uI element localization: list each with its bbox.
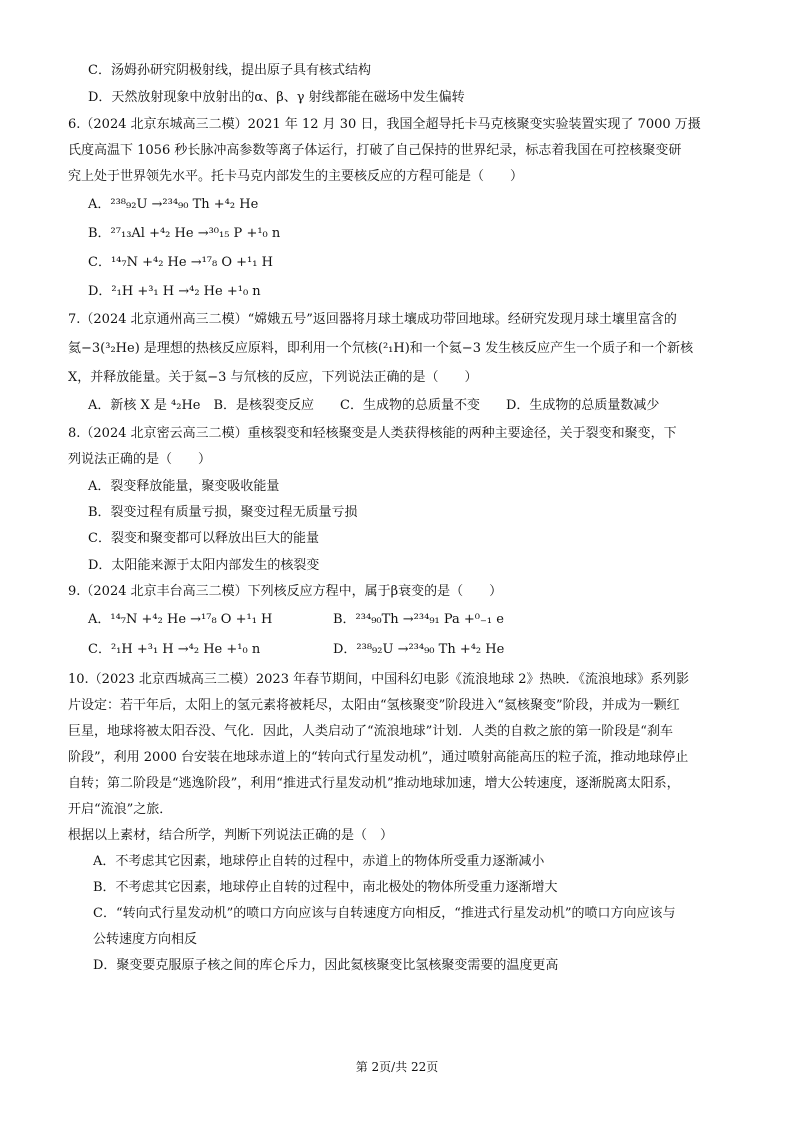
q9-stem: 9.（2024 北京丰台高三二模）下列核反应方程中，属于β衰变的是（ ） bbox=[68, 584, 503, 599]
q10-question: 根据以上素材，结合所学，判断下列说法正确的是（ ） bbox=[68, 828, 394, 843]
q6-stem-line-1: 6.（2024 北京东城高三二模）2021 年 12 月 30 日，我国全超导托卡马克核聚变实验装置实现了 7000 万摄 bbox=[68, 117, 701, 132]
q10-stem-line-4: 阶段”，利用 2000 台安装在地球赤道上的“转向式行星发动机”，通过喷射高能高压的粒子流，推动地球停止 bbox=[68, 750, 689, 765]
q8-option-c: C．裂变和聚变都可以释放出巨大的能量 bbox=[88, 531, 319, 546]
q10-stem-line-2: 片设定：若干年后，太阳上的氢元素将被耗尽，太阳由“氢核聚变”阶段进入“氦核聚变”阶段，并成为一颗红 bbox=[68, 698, 680, 713]
q8-stem-line-2: 列说法正确的是（ ） bbox=[68, 452, 212, 467]
q7-stem-line-3: X，并释放能量。关于氦−3 与氘核的反应，下列说法正确的是（ ） bbox=[68, 370, 478, 385]
q6-option-d: D．²₁H +³₁ H →⁴₂ He +¹₀ n bbox=[88, 284, 261, 299]
q6-option-b: B．²⁷₁₃Al +⁴₂ He →³⁰₁₅ P +¹₀ n bbox=[88, 226, 281, 241]
page-number-footer: 第 2页/共 22页 bbox=[355, 1060, 439, 1074]
q9-option-a: A．¹⁴₇N +⁴₂ He →¹⁷₈ O +¹₁ H bbox=[88, 612, 273, 627]
q10-option-c-line-2: 公转速度方向相反 bbox=[93, 932, 198, 947]
q10-option-a: A．不考虑其它因素，地球停止自转的过程中，赤道上的物体所受重力逐渐减小 bbox=[93, 854, 545, 869]
q8-option-a: A．裂变释放能量，聚变吸收能量 bbox=[88, 479, 280, 494]
q10-stem-line-1: 10.（2023 北京西城高三二模）2023 年春节期间，中国科幻电影《流浪地球 2》热映．《流浪地球》系列影 bbox=[68, 672, 690, 687]
q8-option-b: B．裂变过程有质量亏损，聚变过程无质量亏损 bbox=[88, 505, 358, 520]
q9-option-c: C．²₁H +³₁ H →⁴₂ He +¹₀ n bbox=[88, 642, 261, 657]
q5-option-c: C．汤姆孙研究阴极射线，提出原子具有核式结构 bbox=[88, 63, 371, 78]
q10-stem-line-3: 巨星，地球将被太阳吞没、气化．因此，人类启动了“流浪地球”计划．人类的自救之旅的第一阶段是“刹车 bbox=[68, 724, 673, 739]
q10-option-b: B．不考虑其它因素，地球停止自转的过程中，南北极处的物体所受重力逐渐增大 bbox=[93, 880, 558, 895]
q9-option-b: B．²³⁴₉₀Th →²³⁴₉₁ Pa +⁰₋₁ e bbox=[333, 612, 504, 627]
q10-option-d: D．聚变要克服原子核之间的库仑斥力，因此氦核聚变比氢核聚变需要的温度更高 bbox=[93, 958, 559, 973]
q8-stem-line-1: 8.（2024 北京密云高三二模）重核裂变和轻核聚变是人类获得核能的两种主要途径，关于裂变和聚变，下 bbox=[68, 426, 677, 441]
q8-option-d: D．太阳能来源于太阳内部发生的核裂变 bbox=[88, 558, 320, 573]
q6-stem-line-3: 究上处于世界领先水平。托卡马克内部发生的主要核反应的方程可能是（ ） bbox=[68, 169, 524, 184]
q9-option-d: D．²³⁸₉₂U →²³⁴₉₀ Th +⁴₂ He bbox=[333, 642, 505, 657]
q7-options: A．新核 X 是 ⁴₂He B．是核裂变反应 C．生成物的总质量不变 D．生成物的总质量数减少 bbox=[88, 398, 660, 413]
q5-option-d: D．天然放射现象中放射出的α、β、γ 射线都能在磁场中发生偏转 bbox=[88, 90, 465, 105]
q6-stem-line-2: 氏度高温下 1056 秒长脉冲高参数等离子体运行，打破了自己保持的世界纪录，标志着我国在可控核聚变研 bbox=[68, 143, 682, 158]
q7-stem-line-1: 7.（2024 北京通州高三二模）“嫦娥五号”返回器将月球土壤成功带回地球。经研究发现月球土壤里富含的 bbox=[68, 312, 677, 327]
q6-option-c: C．¹⁴₇N +⁴₂ He →¹⁷₈ O +¹₁ H bbox=[88, 255, 273, 270]
q7-stem-line-2: 氦−3(³₂He) 是理想的热核反应原料，即利用一个氘核(²₁H)和一个氦−3 发生核反应产生一个质子和一个新核 bbox=[68, 341, 694, 356]
q6-option-a: A．²³⁸₉₂U →²³⁴₉₀ Th +⁴₂ He bbox=[88, 197, 259, 212]
q10-stem-line-6: 开启“流浪”之旅． bbox=[68, 802, 173, 817]
q10-option-c-line-1: C．“转向式行星发动机”的喷口方向应该与自转速度方向相反，“推进式行星发动机”的喷口方向应该与 bbox=[93, 906, 676, 921]
q10-stem-line-5: 自转；第二阶段是“逃逸阶段”，利用“推进式行星发动机”推动地球加速，增大公转速度，逐渐脱离太阳系， bbox=[68, 776, 680, 791]
